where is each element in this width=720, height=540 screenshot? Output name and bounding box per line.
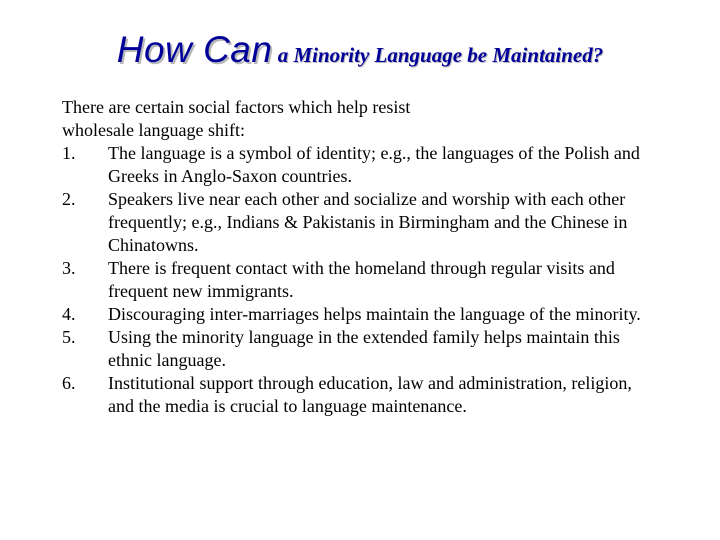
- factor-list: [62, 142, 662, 418]
- list-item-text: The language is a symbol of identity; e.g., the languages of the Polish and Greeks in Anglo-Saxon countries.: [108, 143, 640, 186]
- list-item: [62, 142, 662, 188]
- list-item: [62, 303, 662, 326]
- list-item-number: 3.: [62, 258, 76, 278]
- list-item-number: 5.: [62, 327, 76, 347]
- list-item-number: 6.: [62, 373, 76, 393]
- list-item-number: 1.: [62, 143, 76, 163]
- list-item: [62, 372, 662, 418]
- slide-body: [62, 96, 662, 418]
- list-item-number: 2.: [62, 189, 76, 209]
- slide-title-main: How Can: [116, 29, 273, 70]
- list-item: [62, 326, 662, 372]
- list-item-text: There is frequent contact with the homeland through regular visits and frequent new immigrants.: [108, 258, 615, 301]
- slide-title-sub: a Minority Language be Maintained?: [272, 43, 604, 67]
- list-item-text: Discouraging inter-marriages helps maintain the language of the minority.: [108, 304, 641, 324]
- slide-title: [0, 30, 720, 71]
- list-item-text: Speakers live near each other and socialize and worship with each other frequently; e.g., Indians & Pakistanis in Birmingham and the Chinese in Chinatowns.: [108, 189, 628, 255]
- list-item: [62, 188, 662, 257]
- list-item-text: Institutional support through education, law and administration, religion, and the media is crucial to language maintenance.: [108, 373, 632, 416]
- intro-text: There are certain social factors which help resist wholesale language shift:: [62, 97, 411, 140]
- list-item: [62, 257, 662, 303]
- list-item-number: 4.: [62, 304, 76, 324]
- list-item-text: Using the minority language in the extended family helps maintain this ethnic language.: [108, 327, 620, 370]
